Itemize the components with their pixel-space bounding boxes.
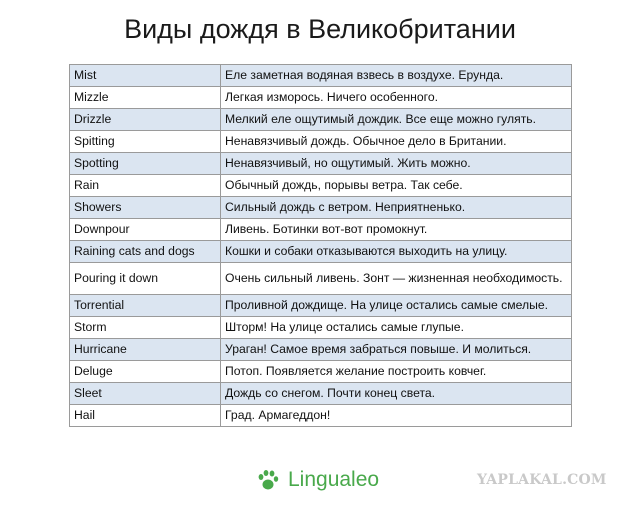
table-row <box>70 65 572 87</box>
rain-term: Hurricane <box>70 339 221 361</box>
table-row <box>70 197 572 219</box>
lingualeo-logo <box>256 464 379 496</box>
table-row <box>70 87 572 109</box>
rain-term: Deluge <box>70 361 221 383</box>
brand-name: Lingualeo <box>288 468 380 491</box>
table-row <box>70 219 572 241</box>
rain-term: Raining cats and dogs <box>70 241 221 263</box>
rain-term: Sleet <box>70 383 221 405</box>
rain-term: Rain <box>70 175 221 197</box>
paw-icon <box>256 468 280 492</box>
rain-description: Ненавязчивый дождь. Обычное дело в Британии. <box>221 131 572 153</box>
table-row <box>70 175 572 197</box>
rain-term: Torrential <box>70 295 221 317</box>
rain-types-table <box>69 64 572 427</box>
rain-description: Мелкий еле ощутимый дождик. Все еще можно гулять. <box>221 109 572 131</box>
rain-term: Pouring it down <box>70 263 221 295</box>
table-row <box>70 109 572 131</box>
rain-description: Обычный дождь, порывы ветра. Так себе. <box>221 175 572 197</box>
table-row <box>70 383 572 405</box>
rain-description: Очень сильный ливень. Зонт — жизненная необходимость. <box>221 263 572 295</box>
rain-description: Град. Армагеддон! <box>221 405 572 427</box>
rain-term: Mizzle <box>70 87 221 109</box>
rain-description: Шторм! На улице остались самые глупые. <box>221 317 572 339</box>
rain-term: Drizzle <box>70 109 221 131</box>
rain-description: Дождь со снегом. Почти конец света. <box>221 383 572 405</box>
rain-term: Spitting <box>70 131 221 153</box>
table-row <box>70 131 572 153</box>
rain-description: Еле заметная водяная взвесь в воздухе. Ерунда. <box>221 65 572 87</box>
rain-term: Downpour <box>70 219 221 241</box>
rain-term: Hail <box>70 405 221 427</box>
watermark: YAPLAKAL.COM <box>477 472 607 488</box>
rain-term: Showers <box>70 197 221 219</box>
rain-term: Mist <box>70 65 221 87</box>
rain-description: Потоп. Появляется желание построить ковчег. <box>221 361 572 383</box>
rain-description: Легкая изморось. Ничего особенного. <box>221 87 572 109</box>
table-row <box>70 263 572 295</box>
table-row <box>70 295 572 317</box>
rain-description: Ливень. Ботинки вот-вот промокнут. <box>221 219 572 241</box>
table-row <box>70 241 572 263</box>
table-row <box>70 361 572 383</box>
table-row <box>70 405 572 427</box>
rain-term: Storm <box>70 317 221 339</box>
rain-description: Ураган! Самое время забраться повыше. И молиться. <box>221 339 572 361</box>
table-row <box>70 317 572 339</box>
rain-description: Кошки и собаки отказываются выходить на улицу. <box>221 241 572 263</box>
rain-description: Ненавязчивый, но ощутимый. Жить можно. <box>221 153 572 175</box>
rain-description: Сильный дождь с ветром. Неприятненько. <box>221 197 572 219</box>
table-row <box>70 153 572 175</box>
page-title: Виды дождя в Великобритании <box>124 14 516 44</box>
rain-term: Spotting <box>70 153 221 175</box>
rain-description: Проливной дождище. На улице остались самые смелые. <box>221 295 572 317</box>
table-row <box>70 339 572 361</box>
